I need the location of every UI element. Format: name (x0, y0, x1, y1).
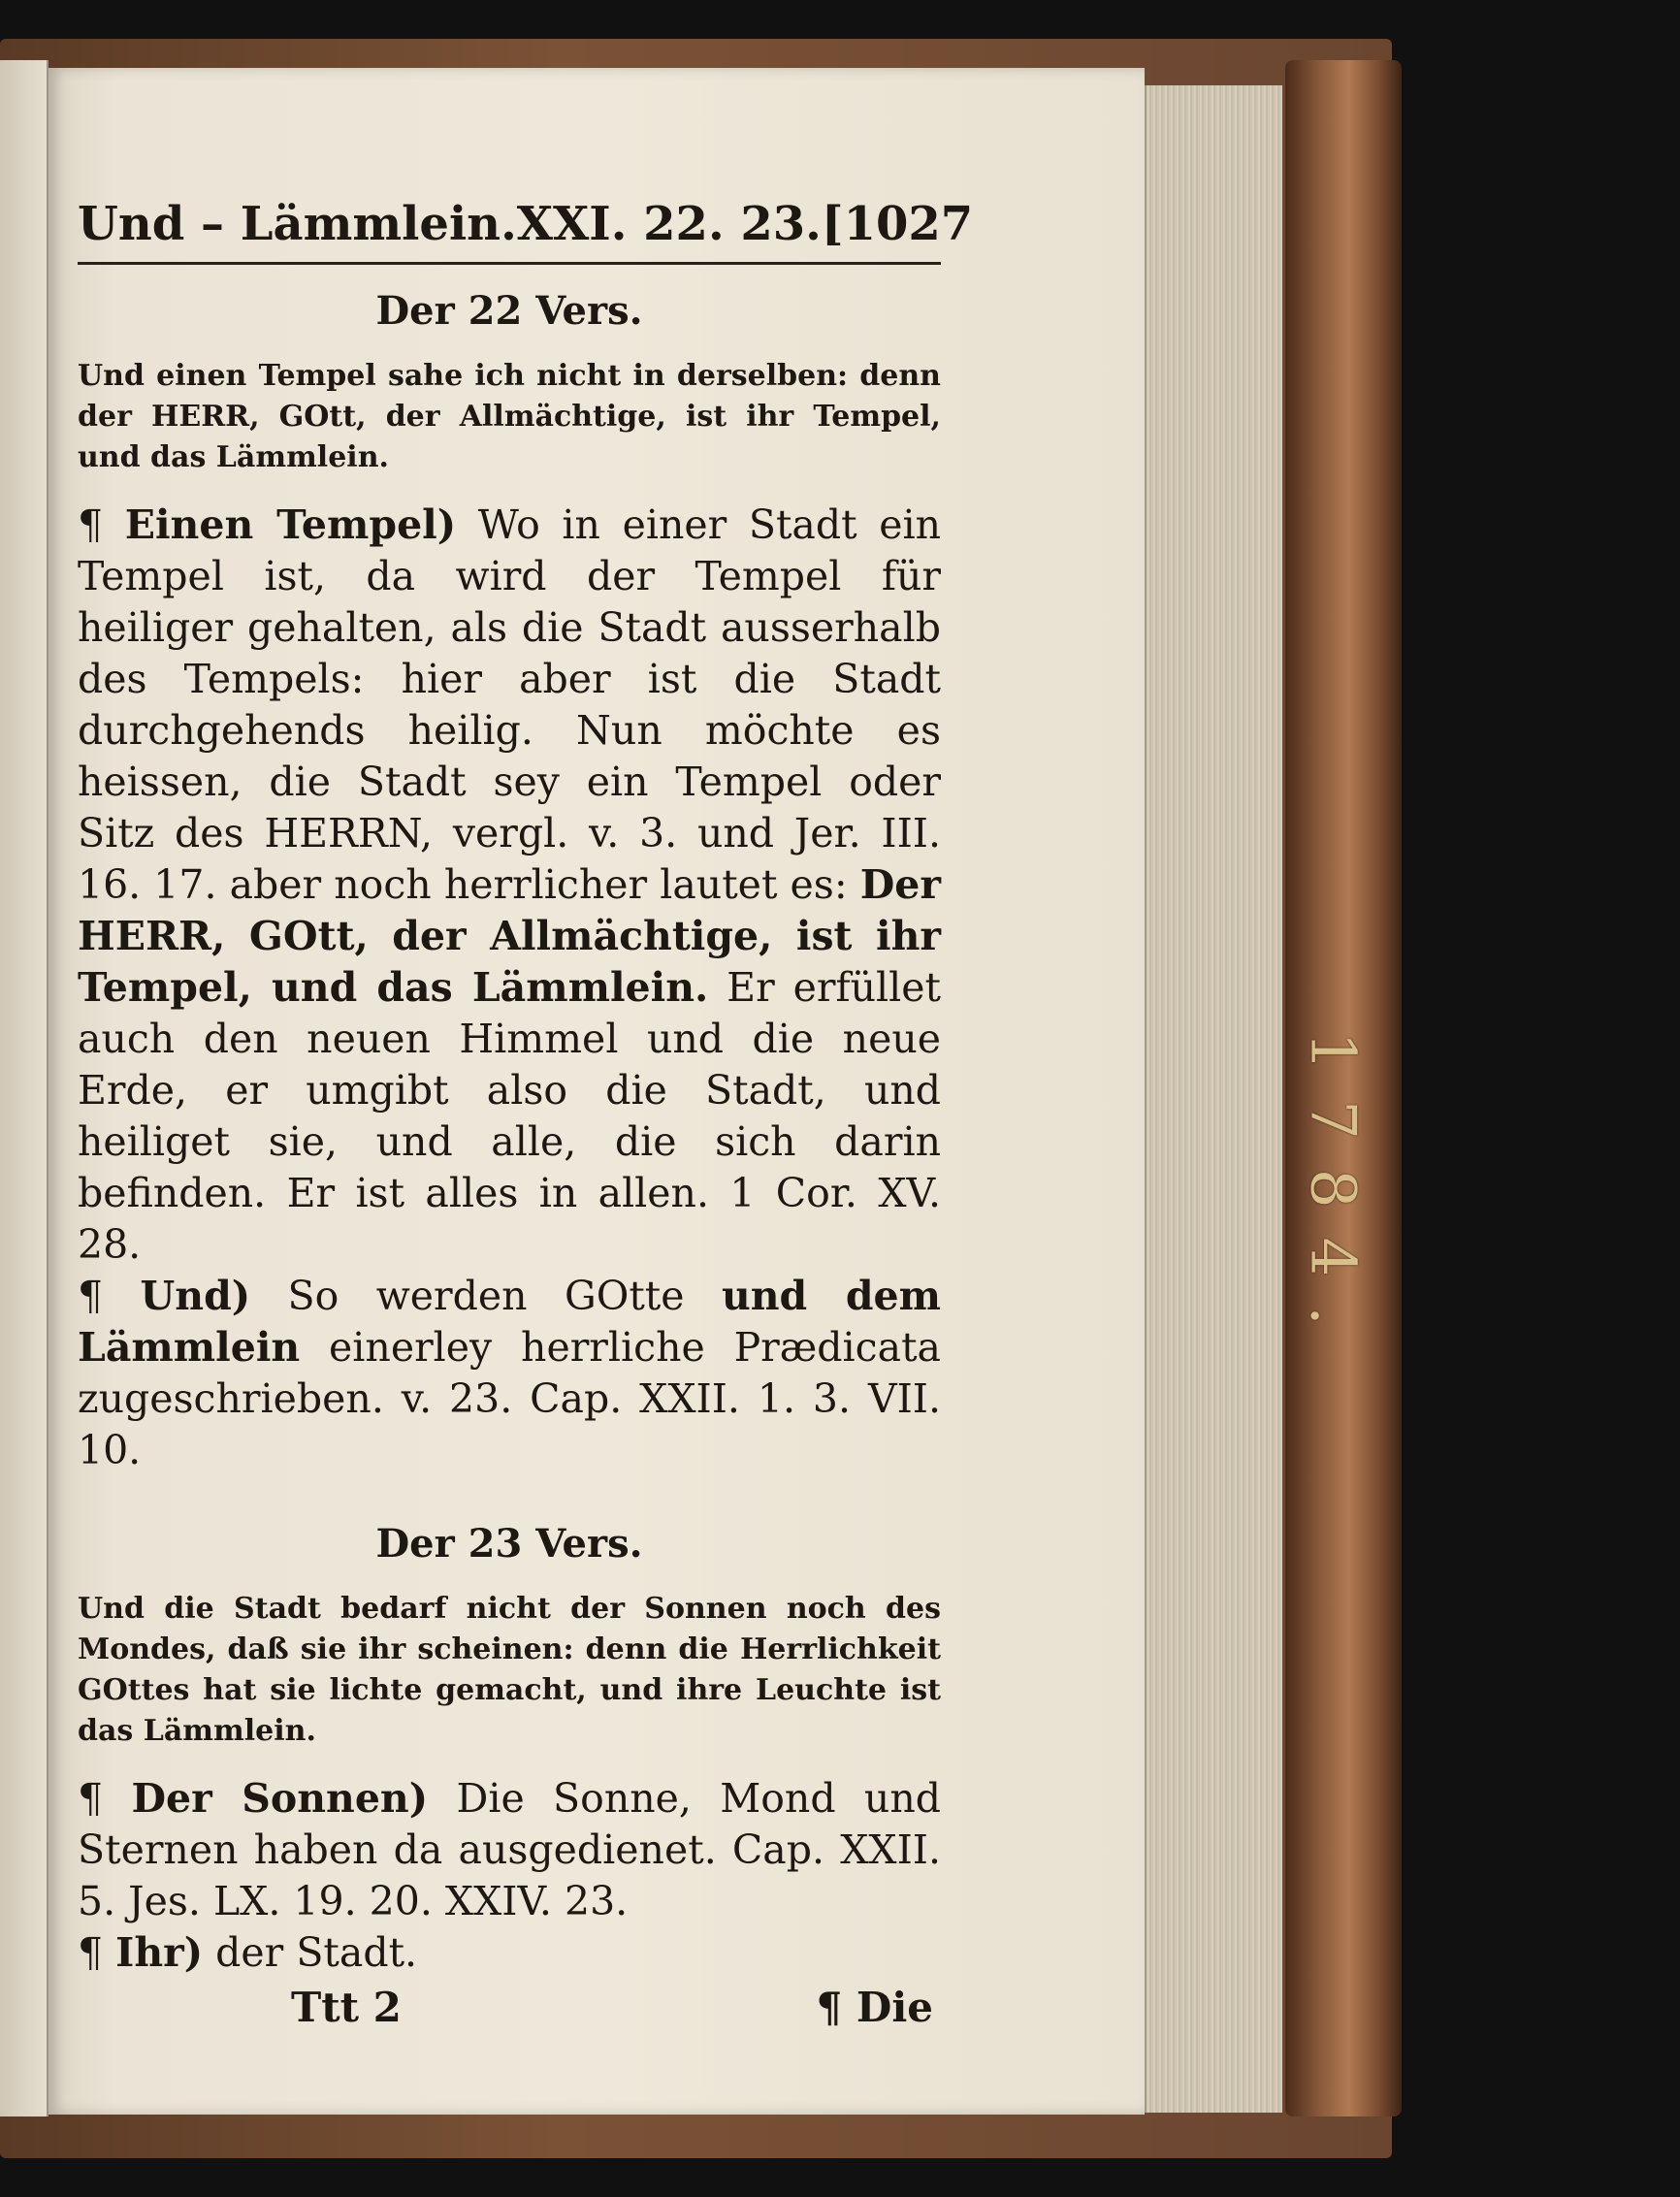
verse-heading-22: Der 22 Vers. (375, 288, 643, 334)
commentary-ihr (78, 1927, 941, 1979)
commentary-text: Er erfüllet auch den neuen Himmel und die neue Erde, er umgibt also die Stadt, und heiliget sie, und alle, die sich darin befinden. Er ist alles in allen. 1 Cor. XV. 28. (78, 964, 941, 1268)
paragraph-mark: ¶ (78, 1775, 104, 1822)
signature-mark: Ttt 2 (291, 1984, 402, 2031)
running-head-center: XXI. 22. 23. (516, 197, 822, 251)
commentary-text: der Stadt. (203, 1929, 418, 1976)
paragraph-mark: ¶ (78, 1273, 104, 1319)
emphasis-text: und dem Lämmlein (78, 1273, 941, 1371)
page-footer (78, 1979, 941, 2037)
emphasis-text: Der HERR, GOtt, der Allmächtige, ist ihr Tempel, und das Lämmlein. (78, 861, 941, 1011)
spine-year: 1784. (1297, 1031, 1369, 1355)
commentary-text: einerley herrliche Prædicata zugeschrieben. v. 23. Cap. XXII. 1. 3. VII. 10. (78, 1324, 941, 1473)
commentary-einen-tempel (78, 500, 941, 1271)
bible-text-22: Und einen Tempel sahe ich nicht in derselben: denn der HERR, GOtt, der Allmächtige, ist ihr Tempel, und das Lämmlein. (78, 359, 941, 474)
paragraph-mark: ¶ (78, 501, 104, 548)
running-head (78, 190, 974, 265)
lemma: Der Sonnen) (131, 1775, 429, 1822)
paragraph-mark: ¶ (78, 1929, 104, 1976)
lemma: Und) (140, 1273, 251, 1319)
commentary-der-sonnen (78, 1773, 941, 1927)
commentary-text: So werden GOtte (250, 1273, 722, 1319)
catchword: ¶ Die (816, 1984, 933, 2031)
lemma: Einen Tempel) (124, 501, 457, 548)
verse-heading-23: Der 23 Vers. (375, 1521, 643, 1567)
commentary-und (78, 1271, 941, 1476)
page-text (78, 190, 974, 2037)
lemma: Ihr) (115, 1929, 204, 1976)
facing-page-edge (0, 60, 48, 2116)
spine-label (1298, 892, 1368, 1494)
commentary-text: Wo in einer Stadt ein Tempel ist, da wird der Tempel für heiliger gehalten, als die Stadt ausserhalb des Tempels: hier aber ist die Stadt durchgehends heilig. Nun möchte es heissen, die Stadt sey ein Tempel oder Sitz des HERRN, vergl. v. 3. und Jer. III. 16. 17. aber noch herrlicher lautet es: (78, 501, 941, 908)
page-block-edge (1145, 85, 1282, 2113)
page-number: [1027 (821, 197, 974, 251)
bible-text-23: Und die Stadt bedarf nicht der Sonnen noch des Mondes, daß sie ihr scheinen: denn die Herrlichkeit GOttes hat sie lichte gemacht, und ihre Leuchte ist das Lämmlein. (78, 1592, 941, 1748)
running-head-left: Und – Lämmlein. (78, 197, 517, 251)
commentary-text: Die Sonne, Mond und Sternen haben da ausgedienet. Cap. XXII. 5. Jes. LX. 19. 20. XXIV. 23. (78, 1775, 941, 1924)
